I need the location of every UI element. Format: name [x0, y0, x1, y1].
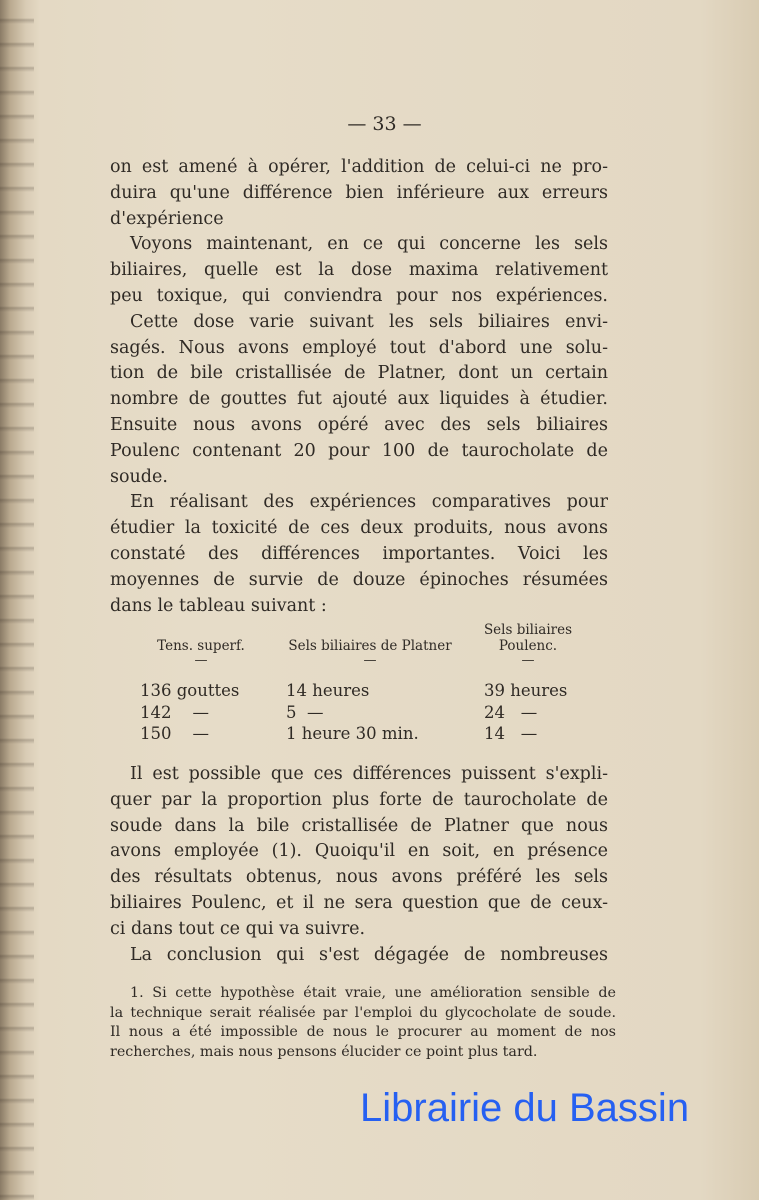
table-cell: 150 —	[140, 724, 209, 743]
table-row	[140, 680, 588, 702]
text-line: biliaires, quelle est la dose maxima relativement	[110, 260, 608, 281]
text-line: Il est possible que ces différences puissent s'expli-	[130, 764, 608, 784]
table-row	[140, 723, 588, 745]
text-line: soude.	[110, 466, 168, 487]
footnote-line: recherches, mais nous pensons élucider ce point plus tard.	[110, 1043, 538, 1060]
text-line: d'expérience	[110, 208, 224, 229]
table-header	[272, 622, 478, 668]
text-line: duira qu'une différence bien inférieure aux erreurs	[110, 182, 608, 203]
table-header	[140, 622, 272, 668]
text-line: constaté des différences importantes. Voici les	[110, 543, 608, 564]
footnote	[110, 984, 616, 1062]
table-cell: 24 —	[484, 702, 538, 722]
table-cell: 5 —	[286, 702, 324, 722]
text-line: ci dans tout ce qui va suivre.	[110, 918, 366, 939]
header-label: Sels biliaires Poulenc.	[483, 622, 573, 654]
text-line: moyennes de survie de douze épinoches résumées	[110, 569, 608, 590]
text-line: En réalisant des expériences comparatives pour	[130, 492, 608, 513]
book-binding-edge	[0, 0, 34, 1200]
text-line: étudier la toxicité de ces deux produits, nous avons	[110, 518, 608, 539]
table-cell: 14 —	[484, 724, 538, 743]
footnote-line: Il nous a été impossible de nous le procurer au moment de nos	[110, 1024, 616, 1040]
header-label: Sels biliaires de Platner	[288, 638, 452, 654]
table-cell: 14 heures	[286, 681, 370, 700]
footnote-line: 1. Si cette hypothèse était vraie, une amélioration sensible de	[130, 985, 616, 1001]
text-line: Cette dose varie suivant les sels biliaires envi-	[130, 311, 608, 332]
paragraph-block-2	[110, 762, 608, 968]
paragraph-block-1	[110, 155, 608, 619]
text-line: Poulenc contenant 20 pour 100 de taurocholate de	[110, 440, 608, 461]
text-line: tion de bile cristallisée de Platner, dont un certain	[110, 363, 608, 384]
text-line: des résultats obtenus, nous avons préféré les sels	[110, 867, 608, 888]
text-line: quer par la proportion plus forte de taurocholate de	[110, 789, 608, 810]
text-line: soude dans la bile cristallisée de Platner que nous	[110, 815, 608, 836]
header-dash: —	[363, 653, 377, 668]
watermark: Librairie du Bassin	[360, 1086, 690, 1130]
text-line: nombre de gouttes fut ajouté aux liquides à étudier.	[110, 389, 608, 410]
table-cell: 39 heures	[484, 681, 568, 700]
text-line: on est amené à opérer, l'addition de celui-ci ne pro-	[110, 157, 608, 177]
table-header-row	[140, 622, 588, 668]
footnote-line: la technique serait réalisée par l'emploi du glycocholate de soude.	[110, 1004, 616, 1021]
table-cell: 142 —	[140, 702, 209, 722]
page-number: — 33 —	[347, 113, 422, 135]
table-cell: 1 heure 30 min.	[286, 724, 419, 743]
text-line: avons employée (1). Quoiqu'il en soit, en présence	[110, 841, 608, 862]
text-line: dans le tableau suivant :	[110, 595, 327, 616]
text-line: Voyons maintenant, en ce qui concerne les sels	[130, 234, 608, 255]
text-line: peu toxique, qui conviendra pour nos expériences.	[110, 285, 608, 306]
table-row	[140, 702, 588, 724]
text-line: biliaires Poulenc, et il ne sera question que de ceux-	[110, 892, 608, 913]
header-dash: —	[521, 653, 535, 668]
header-dash: —	[194, 653, 208, 668]
header-label: Tens. superf.	[157, 638, 245, 654]
text-line: Ensuite nous avons opéré avec des sels biliaires	[110, 414, 608, 435]
text-line: sagés. Nous avons employé tout d'abord une solu-	[110, 337, 608, 358]
table-header	[478, 622, 588, 668]
survival-table	[140, 622, 588, 745]
text-line: La conclusion qui s'est dégagée de nombreuses	[130, 944, 608, 965]
table-cell: 136 gouttes	[140, 681, 240, 700]
